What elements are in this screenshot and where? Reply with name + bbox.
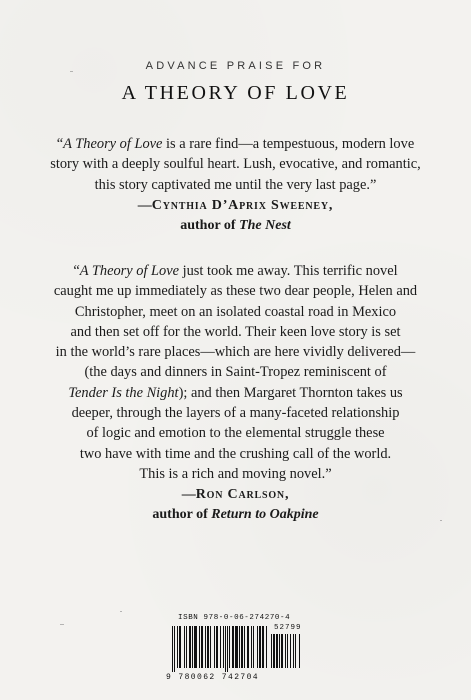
barcode-bar bbox=[192, 626, 193, 668]
addon-barcode-bars bbox=[271, 634, 301, 672]
blurb-line: deeper, through the layers of a many-faceted relationship bbox=[71, 405, 400, 422]
attribution-work bbox=[44, 216, 427, 235]
isbn-barcode bbox=[166, 614, 306, 694]
blurb-line bbox=[44, 134, 427, 154]
barcode-bar bbox=[247, 626, 249, 668]
barcode-bar bbox=[290, 634, 291, 668]
barcode-bar bbox=[266, 626, 267, 668]
barcode-bar bbox=[210, 626, 211, 668]
barcode-bar bbox=[262, 626, 264, 668]
barcode-bar bbox=[285, 634, 286, 668]
barcode-bar bbox=[239, 626, 240, 668]
barcode-bar bbox=[244, 626, 245, 668]
barcode-bar bbox=[295, 634, 296, 668]
blurb-line bbox=[44, 383, 427, 403]
reviewer-name: Cynthia D’Aprix Sweeney, bbox=[151, 197, 334, 213]
reviewer-book: The Nest bbox=[239, 217, 291, 233]
blurb-line: (the days and dinners in Saint-Tropez reminiscent of bbox=[84, 364, 387, 381]
barcode-bar bbox=[179, 626, 181, 668]
blurb-line: caught me up immediately as these two dear people, Helen and bbox=[53, 283, 418, 300]
praise-kicker: ADVANCE PRAISE FOR bbox=[145, 60, 326, 72]
ean-barcode-bars bbox=[172, 626, 268, 672]
reviewer-name: Ron Carlson, bbox=[195, 487, 290, 503]
barcode-bar bbox=[229, 626, 230, 668]
barcode-bar bbox=[194, 626, 197, 668]
praise-header bbox=[0, 60, 471, 105]
barcode-bar bbox=[189, 626, 191, 668]
barcode-bar bbox=[225, 626, 226, 672]
blurb-line: This is a rich and moving novel.” bbox=[139, 465, 332, 482]
blurb-line: Christopher, meet on an isolated coastal road in Mexico bbox=[74, 303, 397, 320]
barcode-bar bbox=[201, 626, 203, 668]
barcode-bar bbox=[299, 634, 300, 668]
book-title-ref: A Theory of Love bbox=[63, 136, 163, 152]
barcode-bar bbox=[174, 626, 175, 672]
author-of-label: author of bbox=[180, 217, 240, 233]
blurb-text: just took me away. This terrific novel bbox=[179, 263, 398, 279]
barcode-bar bbox=[271, 634, 272, 668]
barcode-bar bbox=[281, 634, 283, 668]
barcode-bar bbox=[232, 626, 234, 668]
price-addon-number: 52799 bbox=[274, 624, 302, 632]
blurb-line bbox=[44, 261, 427, 281]
barcode-bar bbox=[276, 634, 278, 668]
blurb-line: this story captivated me until the very last page.” bbox=[94, 176, 377, 193]
barcode-bar bbox=[223, 626, 224, 668]
barcode-bar bbox=[205, 626, 206, 668]
isbn-label: ISBN 978-0-06-274270-4 bbox=[178, 614, 291, 622]
book-title-ref: A Theory of Love bbox=[79, 263, 180, 279]
blurb-line: and then set off for the world. Their keen love story is set bbox=[70, 323, 401, 340]
attribution-name bbox=[44, 196, 427, 215]
barcode-bar bbox=[251, 626, 252, 668]
barcode-digits: 9 780062 742704 bbox=[166, 673, 260, 682]
reviewer-book: Return to Oakpine bbox=[211, 507, 319, 523]
barcode-bar bbox=[227, 626, 228, 672]
attribution-work bbox=[44, 505, 427, 524]
barcode-bar bbox=[216, 626, 218, 668]
blurb-sweeney bbox=[44, 134, 427, 235]
open-quote: “ bbox=[73, 263, 80, 279]
barcode-bar bbox=[186, 626, 187, 668]
barcode-bar bbox=[172, 626, 173, 672]
barcode-bar bbox=[184, 626, 185, 668]
barcode-bar bbox=[257, 626, 258, 668]
barcode-bar bbox=[273, 634, 275, 668]
barcode-bar bbox=[287, 634, 288, 668]
barcode-bar bbox=[207, 626, 209, 668]
paper-speck bbox=[440, 520, 442, 521]
attribution-name bbox=[44, 485, 427, 504]
barcode-bar bbox=[214, 626, 215, 668]
open-quote: “ bbox=[56, 136, 64, 152]
barcode-bar bbox=[293, 634, 294, 668]
blurb-line: in the world’s rare places—which are here vividly delivered— bbox=[55, 344, 416, 361]
blurb-text: is a rare find—a tempestuous, modern love bbox=[162, 136, 415, 152]
barcode-bar bbox=[220, 626, 221, 668]
paper-speck bbox=[120, 611, 122, 612]
barcode-bar bbox=[199, 626, 200, 668]
paper-speck bbox=[60, 624, 64, 625]
paper-speck bbox=[70, 71, 73, 72]
barcode-bar bbox=[241, 626, 243, 668]
barcode-bar bbox=[253, 626, 254, 668]
barcode-bar bbox=[279, 634, 280, 668]
blurb-line: of logic and emotion to the elemental struggle these bbox=[86, 425, 385, 442]
barcode-bar bbox=[235, 626, 238, 668]
author-of-label: author of bbox=[152, 507, 212, 523]
barcode-bar bbox=[259, 626, 261, 668]
referenced-work: Tender Is the Night bbox=[68, 384, 179, 401]
blurb-carlson bbox=[44, 261, 427, 524]
blurb-line: story with a deeply soulful heart. Lush, evocative, and romantic, bbox=[50, 156, 421, 173]
em-dash: — bbox=[181, 487, 196, 503]
blurb-line: two have with time and the crushing call of the world. bbox=[79, 445, 392, 462]
barcode-bar bbox=[177, 626, 178, 668]
book-title: A THEORY OF LOVE bbox=[121, 82, 350, 104]
blurb-text: ); and then Margaret Thornton takes us bbox=[178, 384, 403, 401]
em-dash: — bbox=[137, 197, 152, 213]
